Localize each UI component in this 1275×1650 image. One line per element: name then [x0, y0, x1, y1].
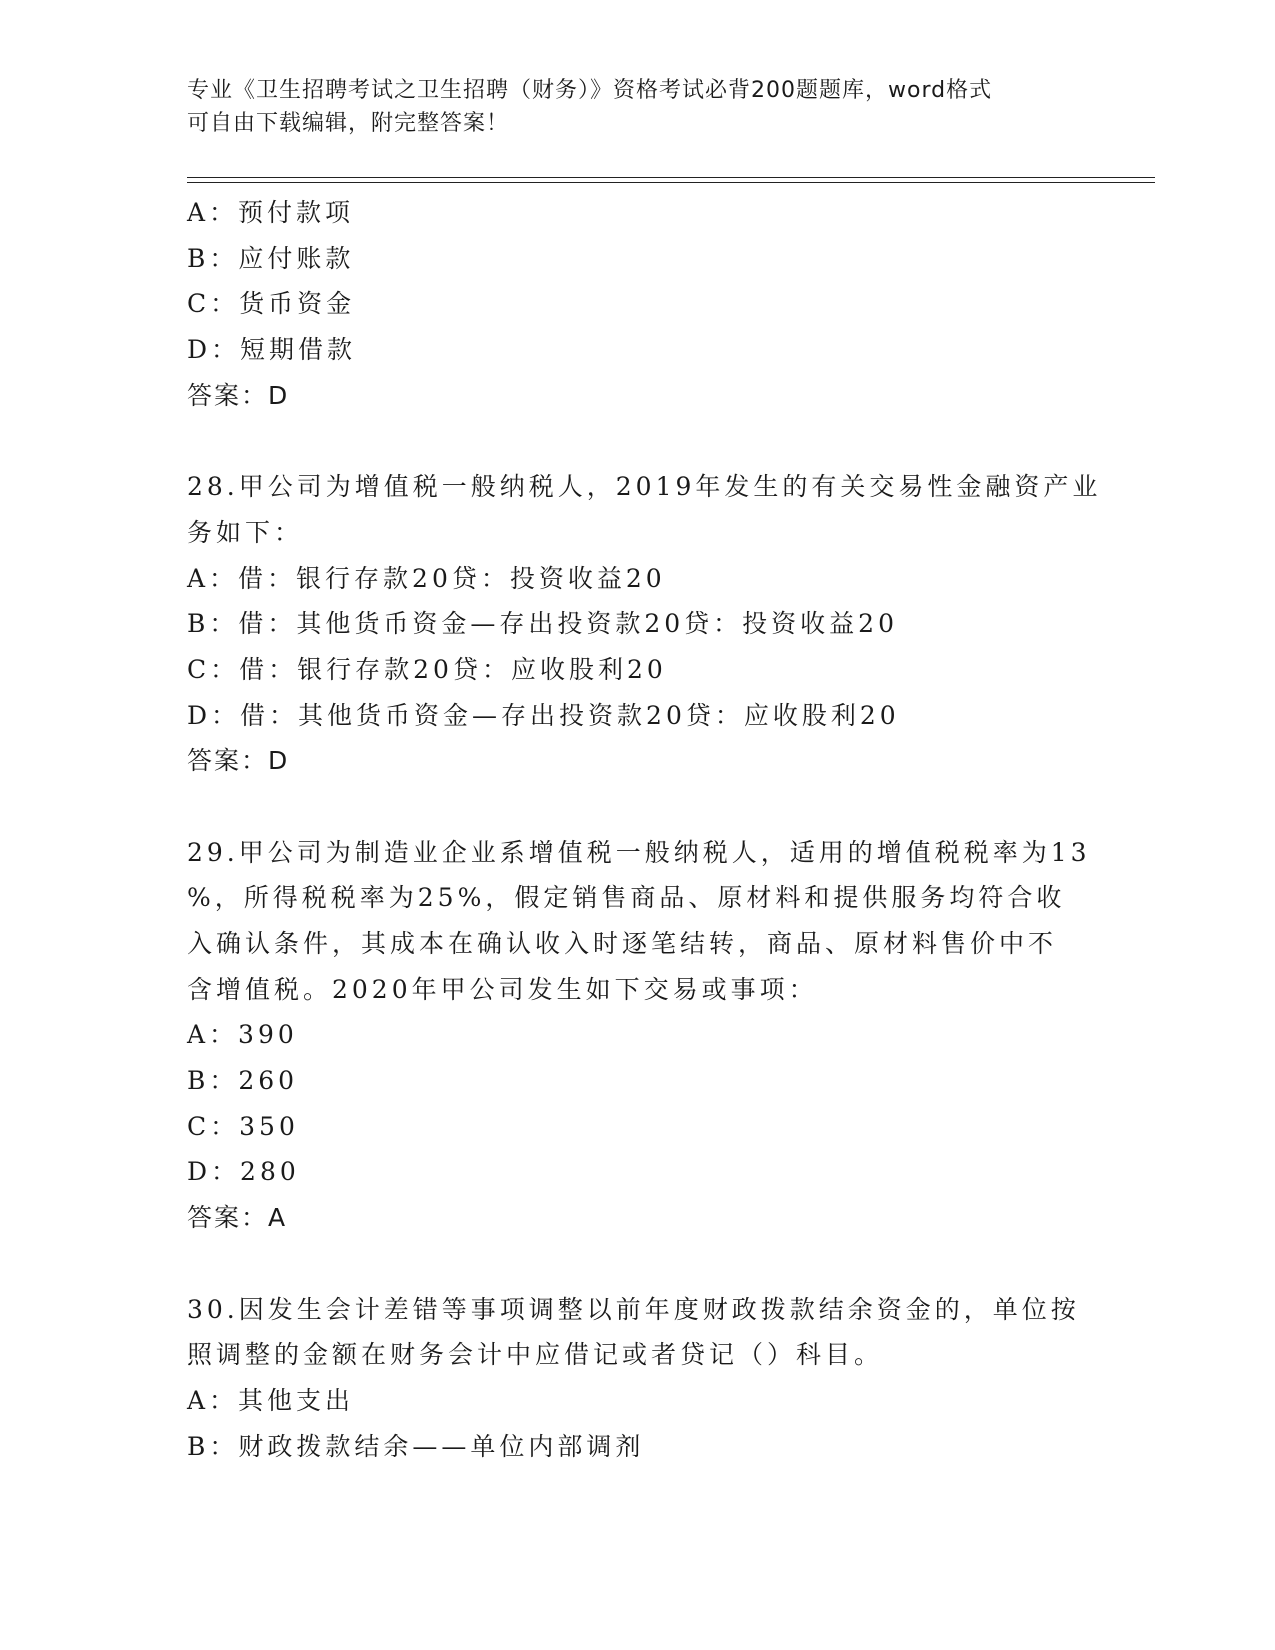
question-stem: %，所得税税率为25%，假定销售商品、原材料和提供服务均符合收 [187, 883, 1066, 913]
option-c: C：350 [187, 1111, 299, 1141]
question-stem: 入确认条件，其成本在确认收入时逐笔结转，商品、原材料售价中不 [187, 929, 1058, 958]
option-b: B：财政拨款结余——单位内部调剂 [187, 1431, 645, 1461]
question-stem: 29.甲公司为制造业企业系增值税一般纳税人，适用的增值税税率为13 [187, 837, 1091, 867]
question-30 [187, 1287, 1087, 1470]
option-d: D：280 [187, 1157, 300, 1187]
option-b: B：借：其他货币资金—存出投资款20贷：投资收益20 [187, 609, 898, 639]
answer: 答案：D [187, 746, 290, 776]
spacer [187, 784, 1087, 830]
question-27 [187, 190, 1087, 418]
spacer [187, 418, 1087, 464]
option-b: B：应付账款 [187, 243, 355, 273]
header-line-1: 专业《卫生招聘考试之卫生招聘（财务）》资格考试必背200题题库，word格式 [187, 78, 993, 103]
header-divider-secondary [187, 182, 1155, 183]
question-stem: 30.因发生会计差错等事项调整以前年度财政拨款结余资金的，单位按 [187, 1294, 1080, 1324]
option-d: D：短期借款 [187, 335, 357, 365]
option-c: C：借：银行存款20贷：应收股利20 [187, 654, 667, 684]
question-29 [187, 830, 1091, 1241]
answer: 答案：A [187, 1203, 288, 1233]
option-a: A：预付款项 [187, 198, 355, 227]
question-28 [187, 464, 1102, 784]
question-stem: 照调整的金额在财务会计中应借记或者贷记（）科目。 [187, 1340, 884, 1370]
option-a: A：其他支出 [187, 1385, 355, 1415]
spacer [187, 1241, 1087, 1287]
question-stem: 28.甲公司为增值税一般纳税人，2019年发生的有关交易性金融资产业 [187, 472, 1102, 502]
option-d: D：借：其他货币资金—存出投资款20贷：应收股利20 [187, 700, 900, 730]
question-stem: 务如下： [187, 517, 304, 547]
option-c: C：货币资金 [187, 289, 356, 319]
option-a: A：390 [187, 1020, 298, 1050]
answer: 答案：D [187, 380, 290, 410]
header-divider [187, 177, 1155, 178]
document-header [187, 74, 1087, 140]
question-list [187, 190, 1102, 1469]
question-stem: 含增值税。2020年甲公司发生如下交易或事项： [187, 974, 818, 1004]
option-a: A：借：银行存款20贷：投资收益20 [187, 563, 666, 593]
option-b: B：260 [187, 1066, 299, 1096]
header-line-2: 可自由下载编辑，附完整答案！ [187, 111, 510, 136]
